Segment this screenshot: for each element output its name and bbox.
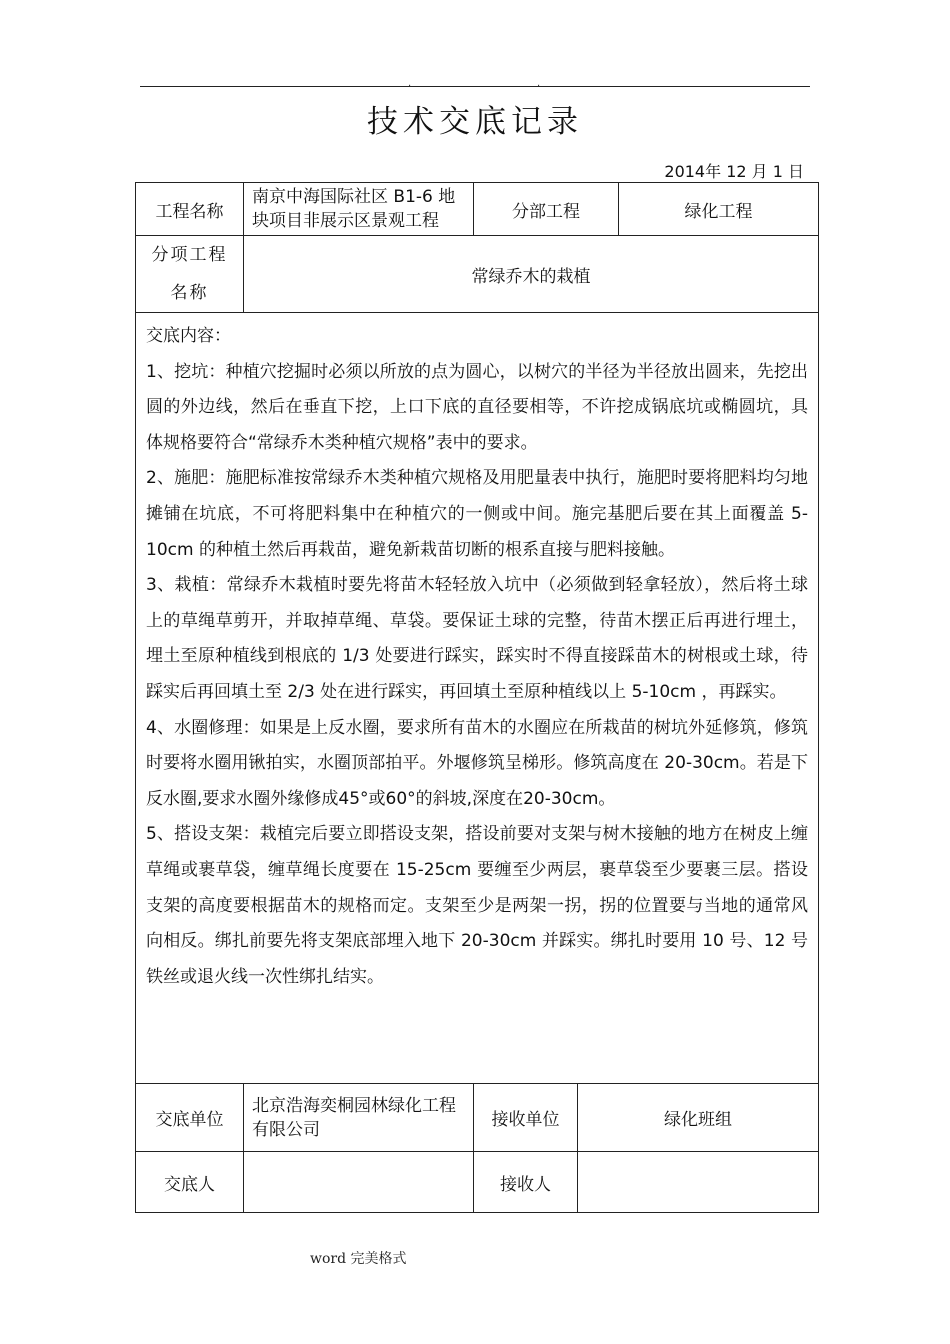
- item-name-label-line2: 名称: [170, 283, 209, 303]
- document-date: 2014年 12 月 1 日: [664, 162, 804, 181]
- page-footer: word 完美格式: [310, 1251, 407, 1267]
- receiver-unit-value: 绿化班组: [578, 1084, 819, 1152]
- giver-unit-label: 交底单位: [136, 1084, 244, 1152]
- content-paragraph-4: 4、水圈修理：如果是上反水圈，要求所有苗木的水圈应在所栽苗的树坑外延修筑，修筑时要将水圈用锹拍实，水圈顶部拍平。外堰修筑呈梯形。修筑高度在 20-30cm。若是下反水圈,要求水圈外缘修成45°或60°的斜坡,深度在20-30cm。: [146, 717, 808, 809]
- content-paragraph-5: 5、搭设支架：栽植完后要立即搭设支架，搭设前要对支架与树木接触的地方在树皮上缠草绳或裹草袋，缠草绳长度要在 15-25cm 要缠至少两层，裹草袋至少要裹三层。搭设支架的高度要根据苗木的规格而定。支架至少是两架一拐，拐的位置要与当地的通常风向相反。绑扎前要先将支架底部埋入地下 20-30cm 并踩实。绑扎时要用 10 号、12 号铁丝或退火线一次性绑扎结实。: [146, 824, 808, 987]
- header-dot: .: [537, 78, 541, 89]
- content-paragraph-2: 2、施肥：施肥标准按常绿乔木类种植穴规格及用肥量表中执行，施肥时要将肥料均匀地摊铺在坑底，不可将肥料集中在种植穴的一侧或中间。施完基肥后要在其上面覆盖 5-10cm 的种植土然后再栽苗，避免新栽苗切断的根系直接与肥料接触。: [146, 468, 808, 560]
- giver-unit-value: 北京浩海奕桐园林绿化工程有限公司: [244, 1084, 474, 1152]
- division-label: 分部工程: [474, 183, 619, 236]
- giver-person-value: [244, 1152, 474, 1213]
- project-name-label: 工程名称: [136, 183, 244, 236]
- header-dot: .: [408, 78, 412, 89]
- row-units: [136, 1084, 819, 1152]
- row-persons: [136, 1152, 819, 1213]
- giver-person-label: 交底人: [136, 1152, 244, 1213]
- document-title: 技术交底记录: [367, 104, 583, 140]
- row-project: [136, 183, 819, 236]
- header-rule: [140, 86, 810, 87]
- receiver-unit-label: 接收单位: [474, 1084, 578, 1152]
- content-paragraph-1: 1、挖坑：种植穴挖掘时必须以所放的点为圆心，以树穴的半径为半径放出圆来，先挖出圆的外边线，然后在垂直下挖，上口下底的直径要相等，不许挖成锅底坑或椭圆坑，具体规格要符合“常绿乔木类种植穴规格”表中的要求。: [146, 361, 808, 453]
- row-item: [136, 236, 819, 313]
- item-name-label-line1: 分项工程: [151, 245, 228, 265]
- row-content: [136, 313, 819, 1084]
- item-name-label: [136, 236, 244, 313]
- record-table: [135, 182, 819, 1213]
- receiver-person-label: 接收人: [474, 1152, 578, 1213]
- content-cell: [136, 313, 819, 1084]
- project-name-value: 南京中海国际社区 B1-6 地块项目非展示区景观工程: [244, 183, 474, 236]
- item-name-value: 常绿乔木的栽植: [244, 236, 819, 313]
- content-heading: 交底内容：: [146, 326, 231, 346]
- receiver-person-value: [578, 1152, 819, 1213]
- content-paragraph-3: 3、栽植：常绿乔木栽植时要先将苗木轻轻放入坑中（必须做到轻拿轻放），然后将土球上的草绳草剪开，并取掉草绳、草袋。要保证土球的完整，待苗木摆正后再进行埋土，埋土至原种植线到根底的 1/3 处要进行踩实，踩实时不得直接踩苗木的树根或土球，待踩实后再回填土至 2/3 处在进行踩实，再回填土至原种植线以上 5-10cm ，再踩实。: [146, 575, 808, 702]
- division-value: 绿化工程: [619, 183, 819, 236]
